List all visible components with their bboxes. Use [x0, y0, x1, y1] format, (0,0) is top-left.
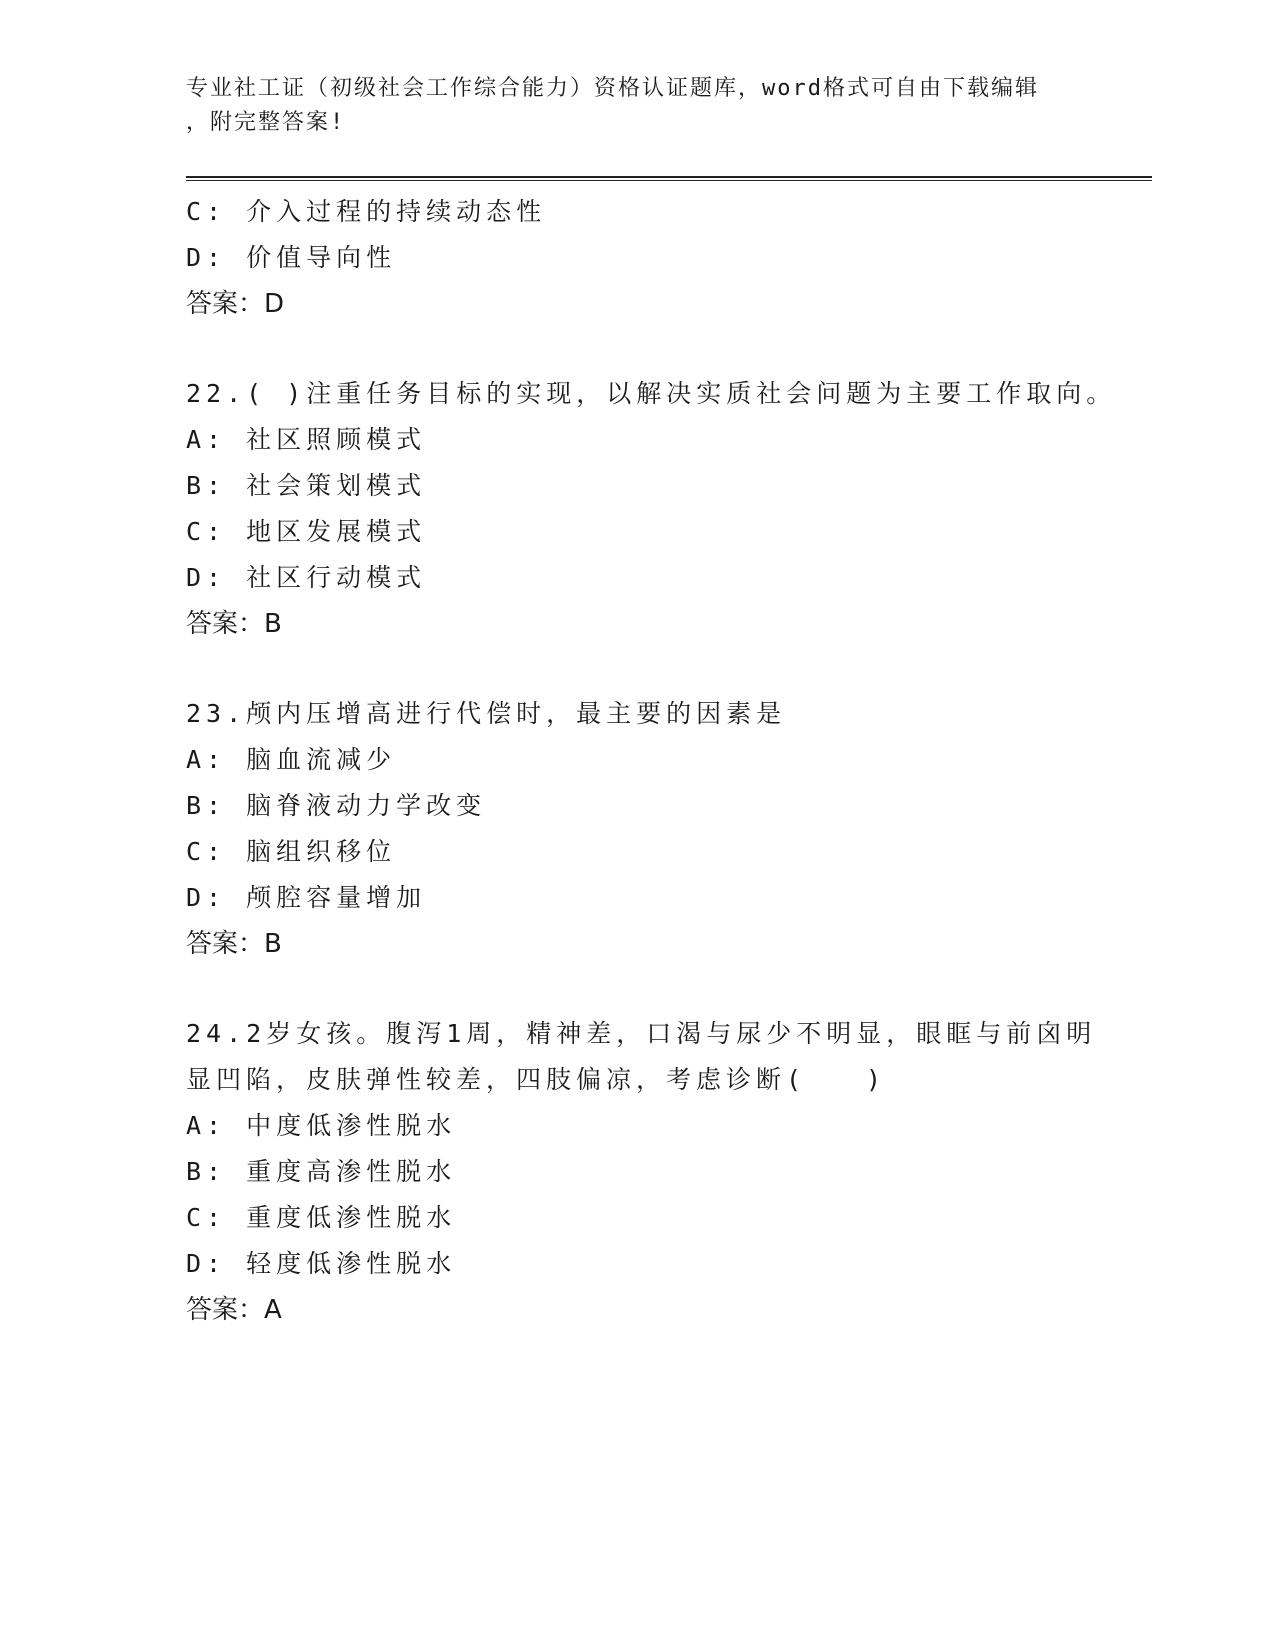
answer-line: 答案：B: [186, 929, 282, 959]
spacer: [186, 647, 1152, 691]
question-22: [186, 371, 1152, 647]
option-b: B: 重度高渗性脱水: [186, 1157, 457, 1186]
option-c: C: 脑组织移位: [186, 837, 397, 866]
question-list: [186, 189, 1152, 1333]
option-d: D: 轻度低渗性脱水: [186, 1249, 457, 1278]
question-24: [186, 1011, 1152, 1333]
answer-line: 答案：B: [186, 609, 282, 639]
header-title-line-2: ，附完整答案!: [186, 110, 346, 135]
question-stem-line-2: 显凹陷，皮肤弹性较差，四肢偏凉，考虑诊断( ): [186, 1065, 887, 1094]
answer-line: 答案：A: [186, 1295, 282, 1325]
option-b: B: 社会策划模式: [186, 471, 427, 500]
question-stem-line-1: 24.2岁女孩。腹泻1周，精神差，口渴与尿少不明显，眼眶与前囟明: [186, 1019, 1097, 1048]
spacer: [186, 967, 1152, 1011]
option-c: C: 地区发展模式: [186, 517, 427, 546]
question-21-continuation: [186, 189, 1152, 327]
option-d: D: 颅腔容量增加: [186, 883, 427, 912]
header-title-line-1: 专业社工证（初级社会工作综合能力）资格认证题库，word格式可自由下载编辑: [186, 76, 1039, 101]
option-a: A: 中度低渗性脱水: [186, 1111, 457, 1140]
header-divider: [186, 176, 1152, 181]
option-d: D: 社区行动模式: [186, 563, 427, 592]
question-23: [186, 691, 1152, 967]
option-b: B: 脑脊液动力学改变: [186, 791, 487, 820]
question-stem: 23.颅内压增高进行代偿时，最主要的因素是: [186, 699, 787, 728]
option-c: C: 重度低渗性脱水: [186, 1203, 457, 1232]
document-header: [186, 72, 1086, 140]
option-a: A: 社区照顾模式: [186, 425, 427, 454]
option-c: C: 介入过程的持续动态性: [186, 197, 547, 226]
option-a: A: 脑血流减少: [186, 745, 397, 774]
option-d: D: 价值导向性: [186, 243, 397, 272]
question-stem: 22.( )注重任务目标的实现，以解决实质社会问题为主要工作取向。: [186, 379, 1117, 408]
spacer: [186, 327, 1152, 371]
answer-line: 答案：D: [186, 289, 285, 319]
